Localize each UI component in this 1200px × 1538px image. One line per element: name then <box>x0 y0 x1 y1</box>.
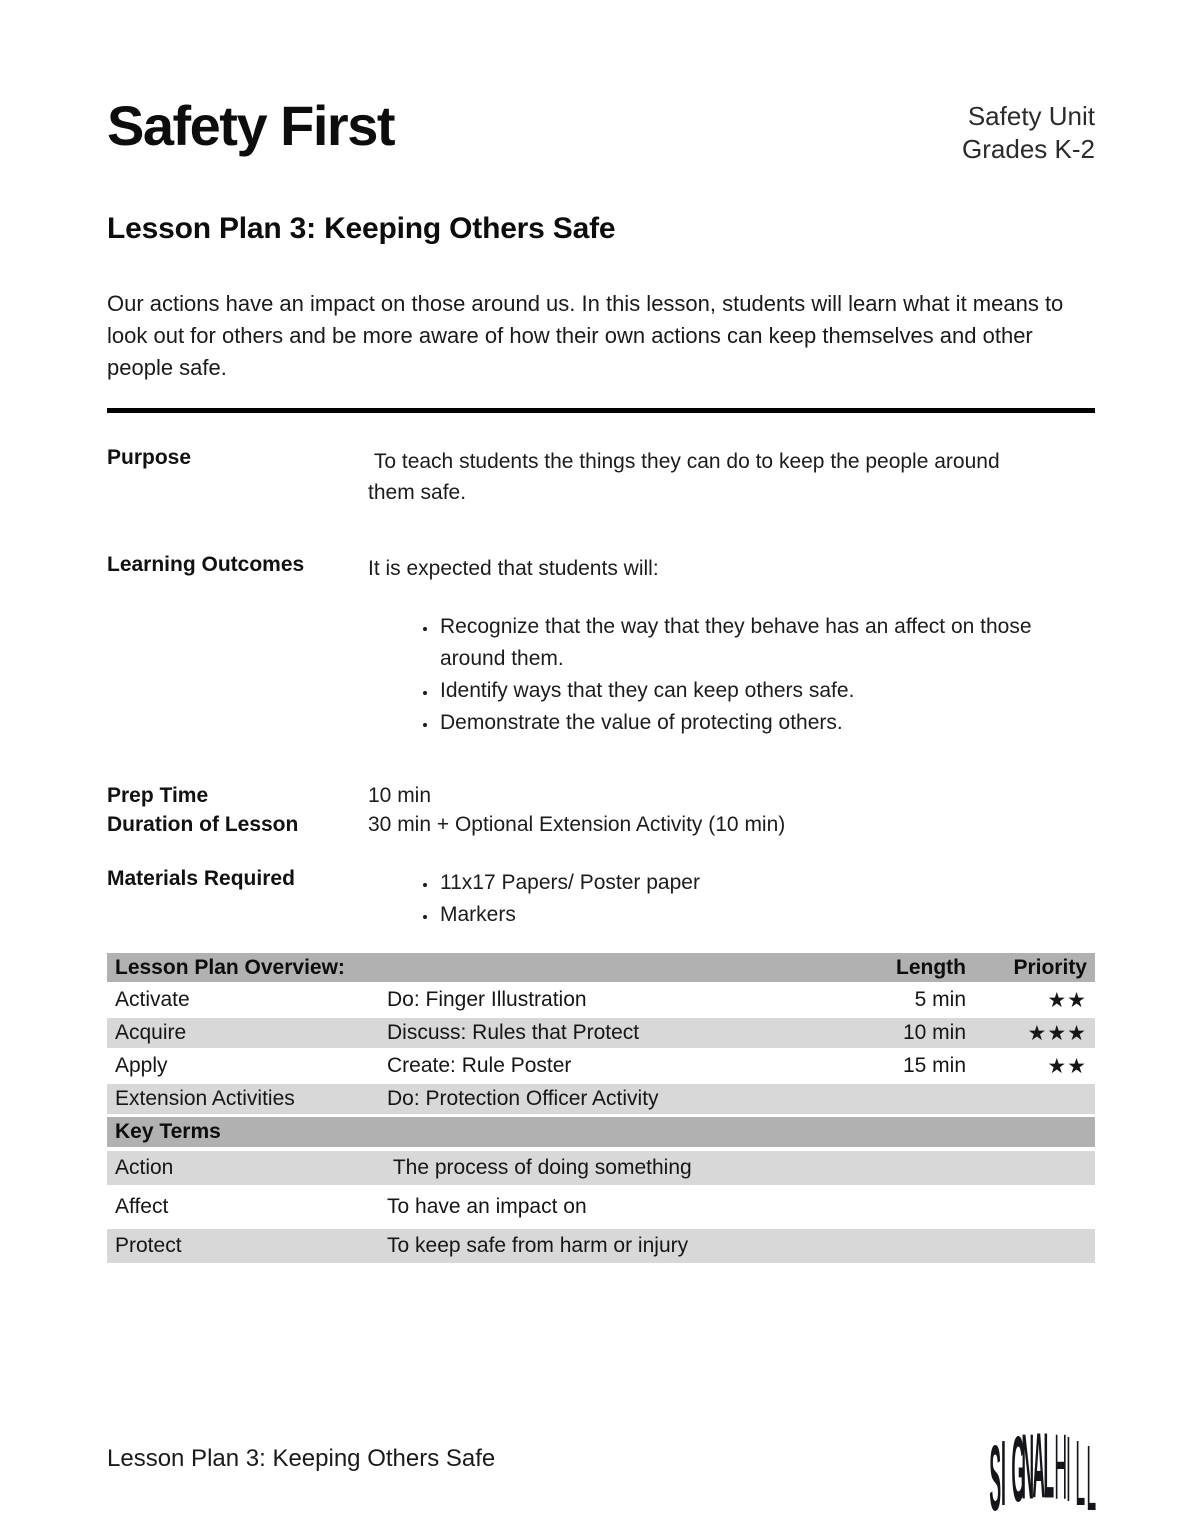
outcome-item: • Demonstrate the value of protecting others. <box>438 707 1095 739</box>
material-item: • 11x17 Papers/ Poster paper <box>438 867 1095 899</box>
phase-cell: Acquire <box>115 1021 187 1044</box>
term-cell: Action <box>115 1156 174 1179</box>
definition-cell: The process of doing something <box>387 1156 692 1179</box>
prep-time-value: 10 min <box>368 784 432 807</box>
length-cell: 5 min <box>914 988 966 1011</box>
document-header <box>107 94 1095 166</box>
learning-outcomes-intro: It is expected that students will: <box>368 557 659 580</box>
duration-label: Duration of Lesson <box>107 813 299 836</box>
activity-cell: Discuss: Rules that Protect <box>387 1021 640 1044</box>
materials-section <box>107 867 1095 931</box>
learning-outcomes-list <box>368 611 1095 739</box>
overview-header-row <box>107 953 1095 985</box>
activity-cell: Create: Rule Poster <box>387 1054 572 1077</box>
materials-label: Materials Required <box>107 867 295 890</box>
duration-value: 30 min + Optional Extension Activity (10 min) <box>368 813 786 836</box>
key-term-row-affect <box>107 1190 1095 1229</box>
key-terms-header: Key Terms <box>115 1120 221 1143</box>
length-cell: 10 min <box>902 1021 966 1044</box>
key-terms-header-row <box>107 1117 1095 1151</box>
phase-cell: Apply <box>115 1054 168 1077</box>
intro-paragraph: Our actions have an impact on those around us. In this lesson, students will learn what it means to look out for others and be more aware of how their own actions can keep themselves and other people safe. <box>107 291 1064 380</box>
key-term-row-action <box>107 1151 1095 1190</box>
purpose-section <box>107 446 1095 508</box>
materials-list <box>368 867 1095 931</box>
definition-cell: To have an impact on <box>387 1195 587 1218</box>
prep-time-row <box>107 781 1095 810</box>
unit-name: Safety Unit <box>967 101 1095 131</box>
learning-outcomes-label: Learning Outcomes <box>107 553 305 576</box>
lesson-title: Lesson Plan 3: Keeping Others Safe <box>107 212 616 245</box>
phase-cell: Activate <box>115 988 190 1011</box>
outcome-item: • Recognize that the way that they behave has an affect on those around them. <box>438 611 1095 675</box>
footer-lesson-title: Lesson Plan 3: Keeping Others Safe <box>107 1445 496 1472</box>
priority-stars: ★★★ <box>1027 1021 1087 1045</box>
priority-column-header: Priority <box>1013 955 1087 979</box>
priority-stars: ★★ <box>1047 1054 1087 1078</box>
duration-row <box>107 810 1095 839</box>
document-title: Safety First <box>107 94 394 157</box>
grade-range: Grades K-2 <box>962 134 1095 164</box>
signalhill-logo: S I G N A L H I L L <box>989 1413 1097 1531</box>
purpose-text: To teach students the things they can do to keep the people around them safe. <box>368 450 1006 504</box>
material-item: • Markers <box>438 899 1095 931</box>
priority-stars: ★★ <box>1047 988 1087 1012</box>
prep-time-label: Prep Time <box>107 784 209 807</box>
divider-rule <box>107 408 1095 413</box>
term-cell: Affect <box>115 1195 169 1218</box>
term-cell: Protect <box>115 1234 182 1257</box>
purpose-label: Purpose <box>107 446 192 469</box>
table-row-extension <box>107 1084 1095 1117</box>
definition-cell: To keep safe from harm or injury <box>387 1234 689 1257</box>
outcome-item: • Identify ways that they can keep others safe. <box>438 675 1095 707</box>
lesson-overview-table <box>107 953 1095 1268</box>
unit-info <box>962 100 1095 166</box>
length-column-header: Length <box>896 955 966 979</box>
priority-stars <box>974 1097 1095 1101</box>
phase-cell: Extension Activities <box>115 1087 295 1110</box>
length-cell: 15 min <box>902 1054 966 1077</box>
key-term-row-protect <box>107 1229 1095 1268</box>
table-row-apply <box>107 1051 1095 1084</box>
activity-cell: Do: Protection Officer Activity <box>387 1087 659 1110</box>
length-cell <box>866 1097 974 1101</box>
learning-outcomes-section <box>107 553 1095 739</box>
overview-header-title: Lesson Plan Overview: <box>115 955 345 979</box>
table-row-acquire <box>107 1018 1095 1051</box>
page-footer <box>107 1413 1097 1531</box>
table-row-activate <box>107 985 1095 1018</box>
activity-cell: Do: Finger Illustration <box>387 988 587 1011</box>
